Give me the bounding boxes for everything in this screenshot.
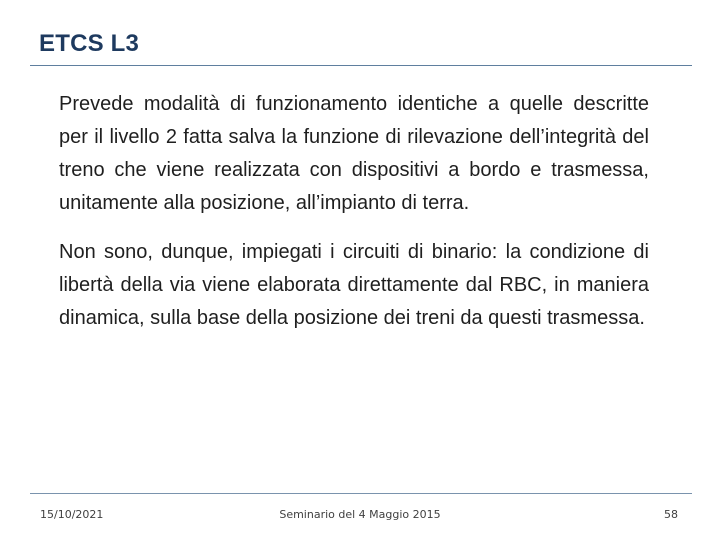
- footer-divider: [30, 493, 692, 494]
- paragraph-2: Non sono, dunque, impiegati i circuiti di binario: la condizione di libertà della via viene elaborata direttamente dal RBC, in maniera dinamica, sulla base della posizione dei treni da questi trasmessa.: [59, 241, 649, 329]
- page-number: 58: [664, 508, 678, 521]
- footer-date: 15/10/2021: [40, 508, 104, 521]
- title-divider: [30, 65, 692, 66]
- slide-title: ETCS L3: [39, 30, 140, 57]
- slide-body: [59, 88, 649, 351]
- paragraph-1: Prevede modalità di funzionamento identiche a quelle descritte per il livello 2 fatta salva la funzione di rilevazione dell’integrità del treno che viene realizzata con dispositivi a bordo e trasmessa, unitamente alla posizione, all’impianto di terra.: [59, 93, 649, 214]
- footer-title: Seminario del 4 Maggio 2015: [279, 508, 441, 521]
